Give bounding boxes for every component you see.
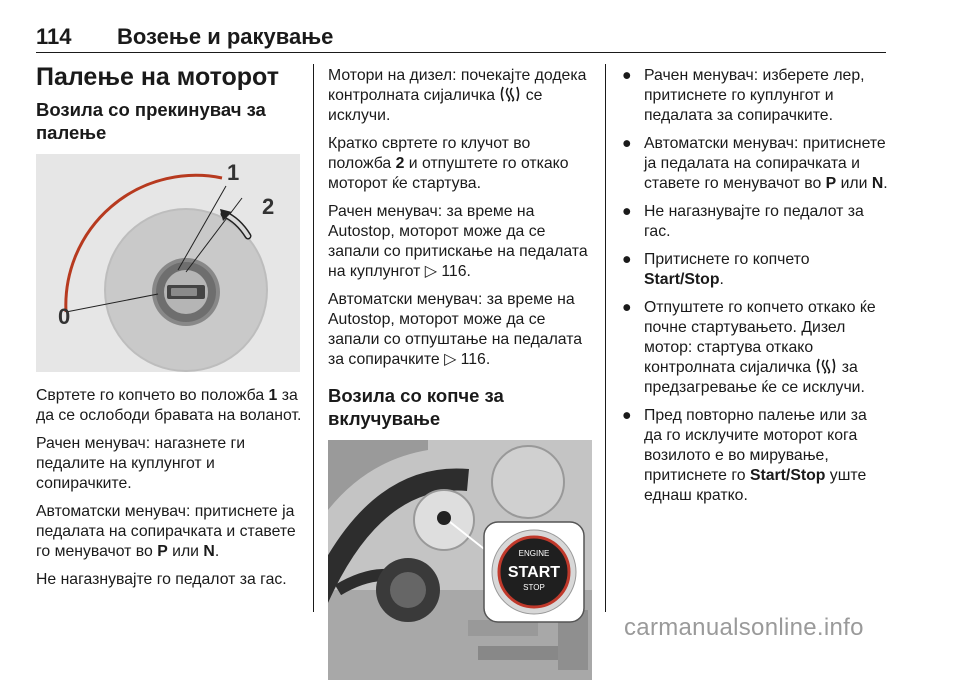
ignition-switch-illustration	[36, 154, 300, 372]
right-column	[620, 66, 888, 514]
label-position-1: 1	[227, 160, 240, 185]
button-label-engine: ENGINE	[518, 549, 550, 558]
column-divider-1	[313, 64, 314, 612]
list-item: ● Рачен менувач: изберете лер, притиснете го куплунгот и педалата за сопирачките.	[622, 67, 865, 124]
paragraph: Автоматски менувач: за време на Autostop, моторот може да се запали со отпуштање на педалата за сопирачките ▷ 116.	[328, 291, 583, 368]
middle-column	[328, 66, 594, 680]
list-item: ● Автоматски менувач: притиснете ја педалата на сопирачката и ставете го менувачот во P или N.	[622, 135, 888, 192]
instruction-list	[620, 66, 888, 506]
watermark: carmanualsonline.info	[624, 614, 864, 641]
paragraph: Кратко свртете го клучот во положба 2 и отпуштете го откако моторот ќе стартува.	[328, 135, 569, 192]
page-reference-arrow-icon: ▷	[424, 263, 437, 280]
column-divider-2	[605, 64, 606, 612]
paragraph: Автоматски менувач: притиснете ја педалата на сопирачката и ставете го менувачот во P или N.	[36, 503, 296, 560]
paragraph: Мотори на дизел: почекајте додека контролната сијаличка се исклучи.	[328, 67, 587, 124]
list-item: ● Отпуштете го копчето откако ќе почне стартувањето. Дизел мотор: стартува откако контролната сијаличка за предзагревање ќе се исклучи.	[622, 299, 876, 396]
button-label-start: START	[507, 564, 561, 581]
subsection-title-start-button: Возила со копче за вклучување	[328, 385, 504, 429]
page-reference[interactable]: 116	[441, 263, 467, 280]
paragraph: Рачен менувач: за време на Autostop, моторот може да се запали со притискање на педалата на куплунгот ▷ 116.	[328, 203, 588, 280]
list-item: ● Не нагазнувајте го педалот за гас.	[622, 203, 864, 240]
label-position-0: 0	[58, 304, 71, 329]
engine-start-stop-illustration	[328, 440, 592, 680]
section-title: Палење на моторот	[36, 63, 279, 91]
paragraph: Свртете го копчето во положба 1 за да се ослободи бравата на воланот.	[36, 387, 302, 424]
chapter-title: Возење и ракување	[117, 24, 334, 49]
paragraph: Не нагазнувајте го педалот за гас.	[36, 571, 287, 588]
header-rule	[36, 52, 886, 53]
subsection-title-ignition-switch: Возила со прекинувач за палење	[36, 99, 266, 143]
button-label-stop: STOP	[523, 583, 545, 592]
glow-plug-icon	[499, 86, 521, 102]
left-column	[36, 62, 302, 598]
list-item: ● Пред повторно палење или за да го исклучите моторот кога возилото е во мирување, притиснете го Start/Stop уште еднаш кратко.	[622, 407, 867, 504]
glow-plug-icon	[815, 358, 837, 374]
paragraph: Рачен менувач: нагазнете ги педалите на куплунгот и сопирачките.	[36, 435, 246, 492]
label-position-2: 2	[262, 194, 275, 219]
page-number: 114	[36, 24, 72, 49]
list-item: ● Притиснете го копчето Start/Stop.	[622, 251, 810, 288]
page-reference-arrow-icon: ▷	[444, 351, 457, 368]
page-reference[interactable]: 116	[460, 351, 486, 368]
